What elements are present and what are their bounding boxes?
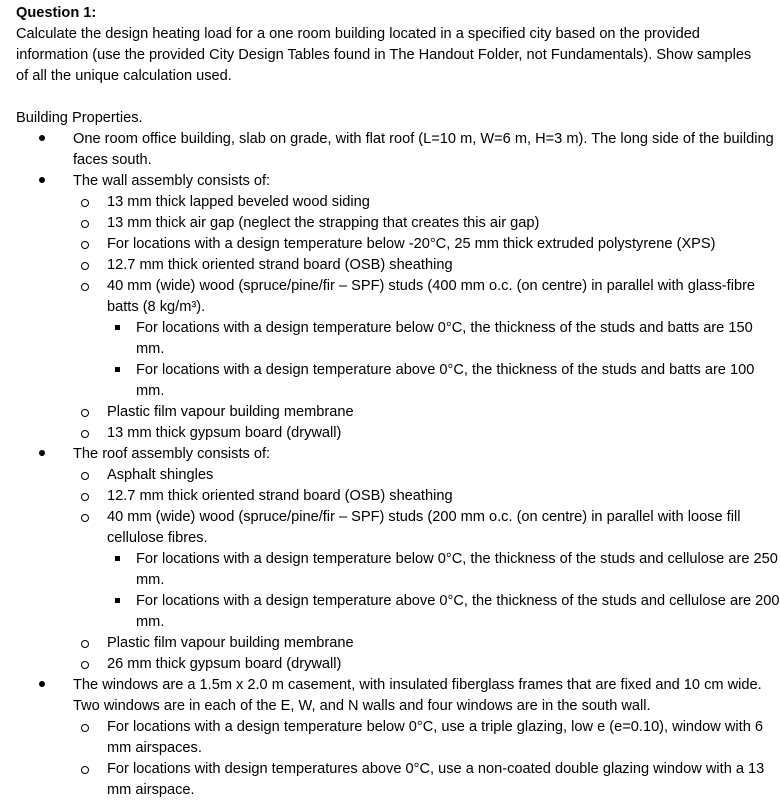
list-subitem bbox=[16, 465, 780, 486]
list-subitem bbox=[16, 234, 780, 255]
bullet-circle-icon bbox=[79, 192, 91, 213]
list-subitem-text: 12.7 mm thick oriented strand board (OSB) sheathing bbox=[107, 257, 453, 273]
list-subitem-text: 40 mm (wide) wood (spruce/pine/fir – SPF) studs (200 mm o.c. (on centre) in parallel with loose fill cellulose fibres. bbox=[107, 509, 741, 546]
list-subitem-text: For locations with design temperatures above 0°C, use a non-coated double glazing window with a 13 mm airspace. bbox=[107, 761, 765, 798]
list-subsubitem-text: For locations with a design temperature above 0°C, the thickness of the studs and cellulose are 200 mm. bbox=[136, 593, 780, 630]
bullet-circle-icon bbox=[79, 465, 91, 486]
list-subitem-text: 13 mm thick gypsum board (drywall) bbox=[107, 425, 342, 441]
list-subsubitem bbox=[16, 549, 780, 591]
bullet-circle-icon bbox=[79, 717, 91, 738]
bullet-square-icon bbox=[112, 549, 122, 570]
list-subitem bbox=[16, 507, 780, 549]
question-intro: Calculate the design heating load for a one room building located in a specified city based on the provided information (use the provided City Design Tables found in The Handout Folder, not Fundamentals). Show samples of all the unique calculation used. bbox=[16, 26, 752, 84]
bullet-square-icon bbox=[112, 318, 122, 339]
paragraph-spacer bbox=[16, 87, 780, 108]
bullet-square-icon bbox=[112, 360, 122, 381]
bullet-circle-icon bbox=[79, 255, 91, 276]
list-subsubitem-text: For locations with a design temperature below 0°C, the thickness of the studs and batts are 150 mm. bbox=[136, 320, 753, 357]
list-subitem bbox=[16, 759, 780, 801]
list-subitem-text: 12.7 mm thick oriented strand board (OSB) sheathing bbox=[107, 488, 453, 504]
list-subitem bbox=[16, 423, 780, 444]
list-subitem bbox=[16, 486, 780, 507]
list-subsubitem bbox=[16, 318, 780, 360]
bullet-circle-icon bbox=[79, 234, 91, 255]
bullet-circle-icon bbox=[79, 486, 91, 507]
list-item-text: The roof assembly consists of: bbox=[73, 446, 271, 462]
list-subitem-text: 13 mm thick air gap (neglect the strapping that creates this air gap) bbox=[107, 215, 540, 231]
list-subsubitem-text: For locations with a design temperature below 0°C, the thickness of the studs and cellulose are 250 mm. bbox=[136, 551, 778, 588]
list-subitem bbox=[16, 717, 780, 759]
list-item-text: One room office building, slab on grade, with flat roof (L=10 m, W=6 m, H=3 m). The long side of the building faces south. bbox=[73, 131, 774, 168]
list-subitem-text: 40 mm (wide) wood (spruce/pine/fir – SPF) studs (400 mm o.c. (on centre) in parallel with glass-fibre batts (8 kg/m³). bbox=[107, 278, 756, 315]
bullet-circle-icon bbox=[79, 633, 91, 654]
bullet-circle-icon bbox=[79, 213, 91, 234]
bullet-circle-icon bbox=[79, 759, 91, 780]
list-item-wall-assembly bbox=[16, 171, 780, 192]
list-subitem bbox=[16, 276, 780, 318]
list-subitem bbox=[16, 192, 780, 213]
building-properties-list bbox=[16, 129, 780, 801]
list-item-text: The wall assembly consists of: bbox=[73, 173, 271, 189]
list-item-windows bbox=[16, 675, 780, 717]
list-subsubitem-text: For locations with a design temperature above 0°C, the thickness of the studs and batts are 100 mm. bbox=[136, 362, 755, 399]
list-subsubitem bbox=[16, 591, 780, 633]
list-subitem-text: 26 mm thick gypsum board (drywall) bbox=[107, 656, 342, 672]
list-subitem bbox=[16, 633, 780, 654]
bullet-dot-icon bbox=[37, 675, 47, 696]
bullet-circle-icon bbox=[79, 654, 91, 675]
list-subsubitem bbox=[16, 360, 780, 402]
bullet-square-icon bbox=[112, 591, 122, 612]
list-subitem-text: Asphalt shingles bbox=[107, 467, 214, 483]
bullet-dot-icon bbox=[37, 171, 47, 192]
list-item-office-building bbox=[16, 129, 780, 171]
list-subitem bbox=[16, 255, 780, 276]
list-subitem bbox=[16, 654, 780, 675]
bullet-circle-icon bbox=[79, 402, 91, 423]
list-subitem-text: 13 mm thick lapped beveled wood siding bbox=[107, 194, 370, 210]
bullet-circle-icon bbox=[79, 276, 91, 297]
list-subitem bbox=[16, 402, 780, 423]
bullet-dot-icon bbox=[37, 129, 47, 150]
bullet-circle-icon bbox=[79, 423, 91, 444]
bullet-circle-icon bbox=[79, 507, 91, 528]
building-properties-heading: Building Properties. bbox=[16, 110, 143, 126]
list-subitem-text: Plastic film vapour building membrane bbox=[107, 635, 354, 651]
list-subitem-text: For locations with a design temperature below 0°C, use a triple glazing, low e (e=0.10), window with 6 mm airspaces. bbox=[107, 719, 763, 756]
list-subitem-text: For locations with a design temperature below -20°C, 25 mm thick extruded polystyrene (XPS) bbox=[107, 236, 716, 252]
bullet-dot-icon bbox=[37, 444, 47, 465]
question-title: Question 1: bbox=[16, 5, 97, 21]
list-item-text: The windows are a 1.5m x 2.0 m casement, with insulated fiberglass frames that are fixed and 10 cm wide. Two windows are in each of the E, W, and N walls and four windows are in the south wall. bbox=[73, 677, 762, 714]
list-subitem-text: Plastic film vapour building membrane bbox=[107, 404, 354, 420]
list-item-roof-assembly bbox=[16, 444, 780, 465]
list-subitem bbox=[16, 213, 780, 234]
